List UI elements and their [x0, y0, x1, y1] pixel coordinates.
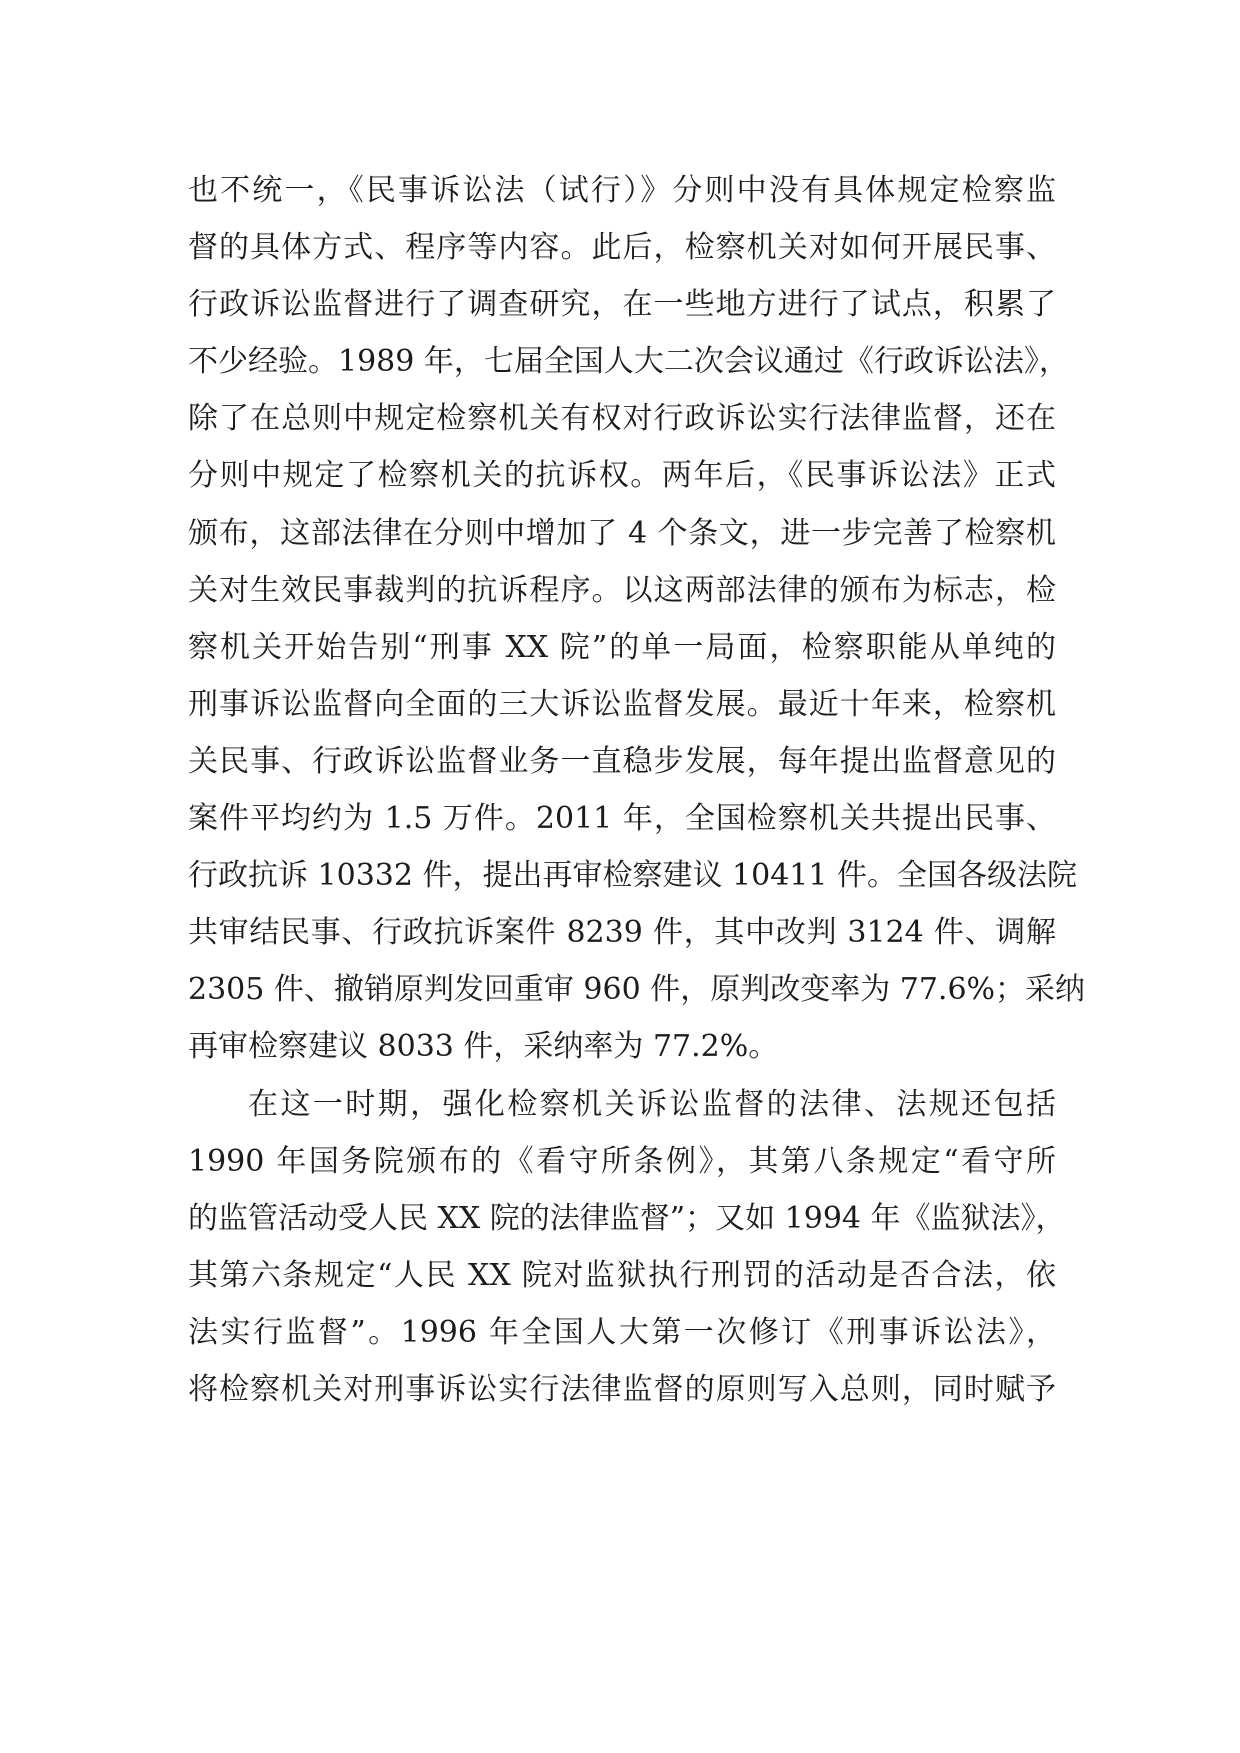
paragraph-1 [188, 162, 1086, 1076]
text-line: 其第六条规定“人民 XX 院对监狱执行刑罚的活动是否合法，依 [188, 1257, 1056, 1293]
text-line: 将检察机关对刑事诉讼实行法律监督的原则写入总则，同时赋予 [188, 1371, 1056, 1407]
text-line: 除了在总则中规定检察机关有权对行政诉讼实行法律监督，还在 [188, 401, 1056, 437]
text-line: 1990 年国务院颁布的《看守所条例》，其第八条规定“看守所 [188, 1143, 1056, 1179]
text-line: 的监管活动受人民 XX 院的法律监督”；又如 1994 年《监狱法》， [188, 1200, 1066, 1236]
text-line: 法实行监督”。1996 年全国人大第一次修订《刑事诉讼法》， [188, 1314, 1056, 1350]
paragraph-2 [188, 1076, 1066, 1419]
text-line: 刑事诉讼监督向全面的三大诉讼监督发展。最近十年来，检察机 [188, 686, 1056, 722]
text-line: 关民事、行政诉讼监督业务一直稳步发展，每年提出监督意见的 [188, 743, 1056, 779]
text-line: 共审结民事、行政抗诉案件 8239 件，其中改判 3124 件、调解 [188, 915, 1056, 951]
text-line: 行政抗诉 10332 件，提出再审检察建议 10411 件。全国各级法院 [188, 858, 1078, 894]
text-line: 2305 件、撤销原判发回重审 960 件，原判改变率为 77.6%；采纳 [188, 972, 1086, 1008]
text-line: 案件平均约为 1.5 万件。2011 年，全国检察机关共提出民事、 [188, 801, 1056, 837]
text-line: 再审检察建议 8033 件，采纳率为 77.2%。 [188, 1029, 779, 1065]
text-line: 在这一时期，强化检察机关诉讼监督的法律、法规还包括 [248, 1086, 1056, 1122]
text-line: 关对生效民事裁判的抗诉程序。以这两部法律的颁布为标志，检 [188, 572, 1056, 608]
text-line: 不少经验。1989 年，七届全国人大二次会议通过《行政诉讼法》， [188, 344, 1069, 380]
text-line: 颁布，这部法律在分则中增加了 4 个条文，进一步完善了检察机 [188, 515, 1056, 551]
text-line: 分则中规定了检察机关的抗诉权。两年后，《民事诉讼法》正式 [188, 458, 1056, 494]
text-line: 察机关开始告别“刑事 XX 院”的单一局面，检察职能从单纯的 [188, 629, 1056, 665]
text-line: 督的具体方式、程序等内容。此后，检察机关对如何开展民事、 [188, 230, 1056, 266]
body-text [188, 162, 1086, 1418]
text-line: 也不统一，《民事诉讼法（试行）》分则中没有具体规定检察监 [188, 173, 1056, 208]
text-line: 行政诉讼监督进行了调查研究，在一些地方进行了试点，积累了 [188, 287, 1056, 323]
